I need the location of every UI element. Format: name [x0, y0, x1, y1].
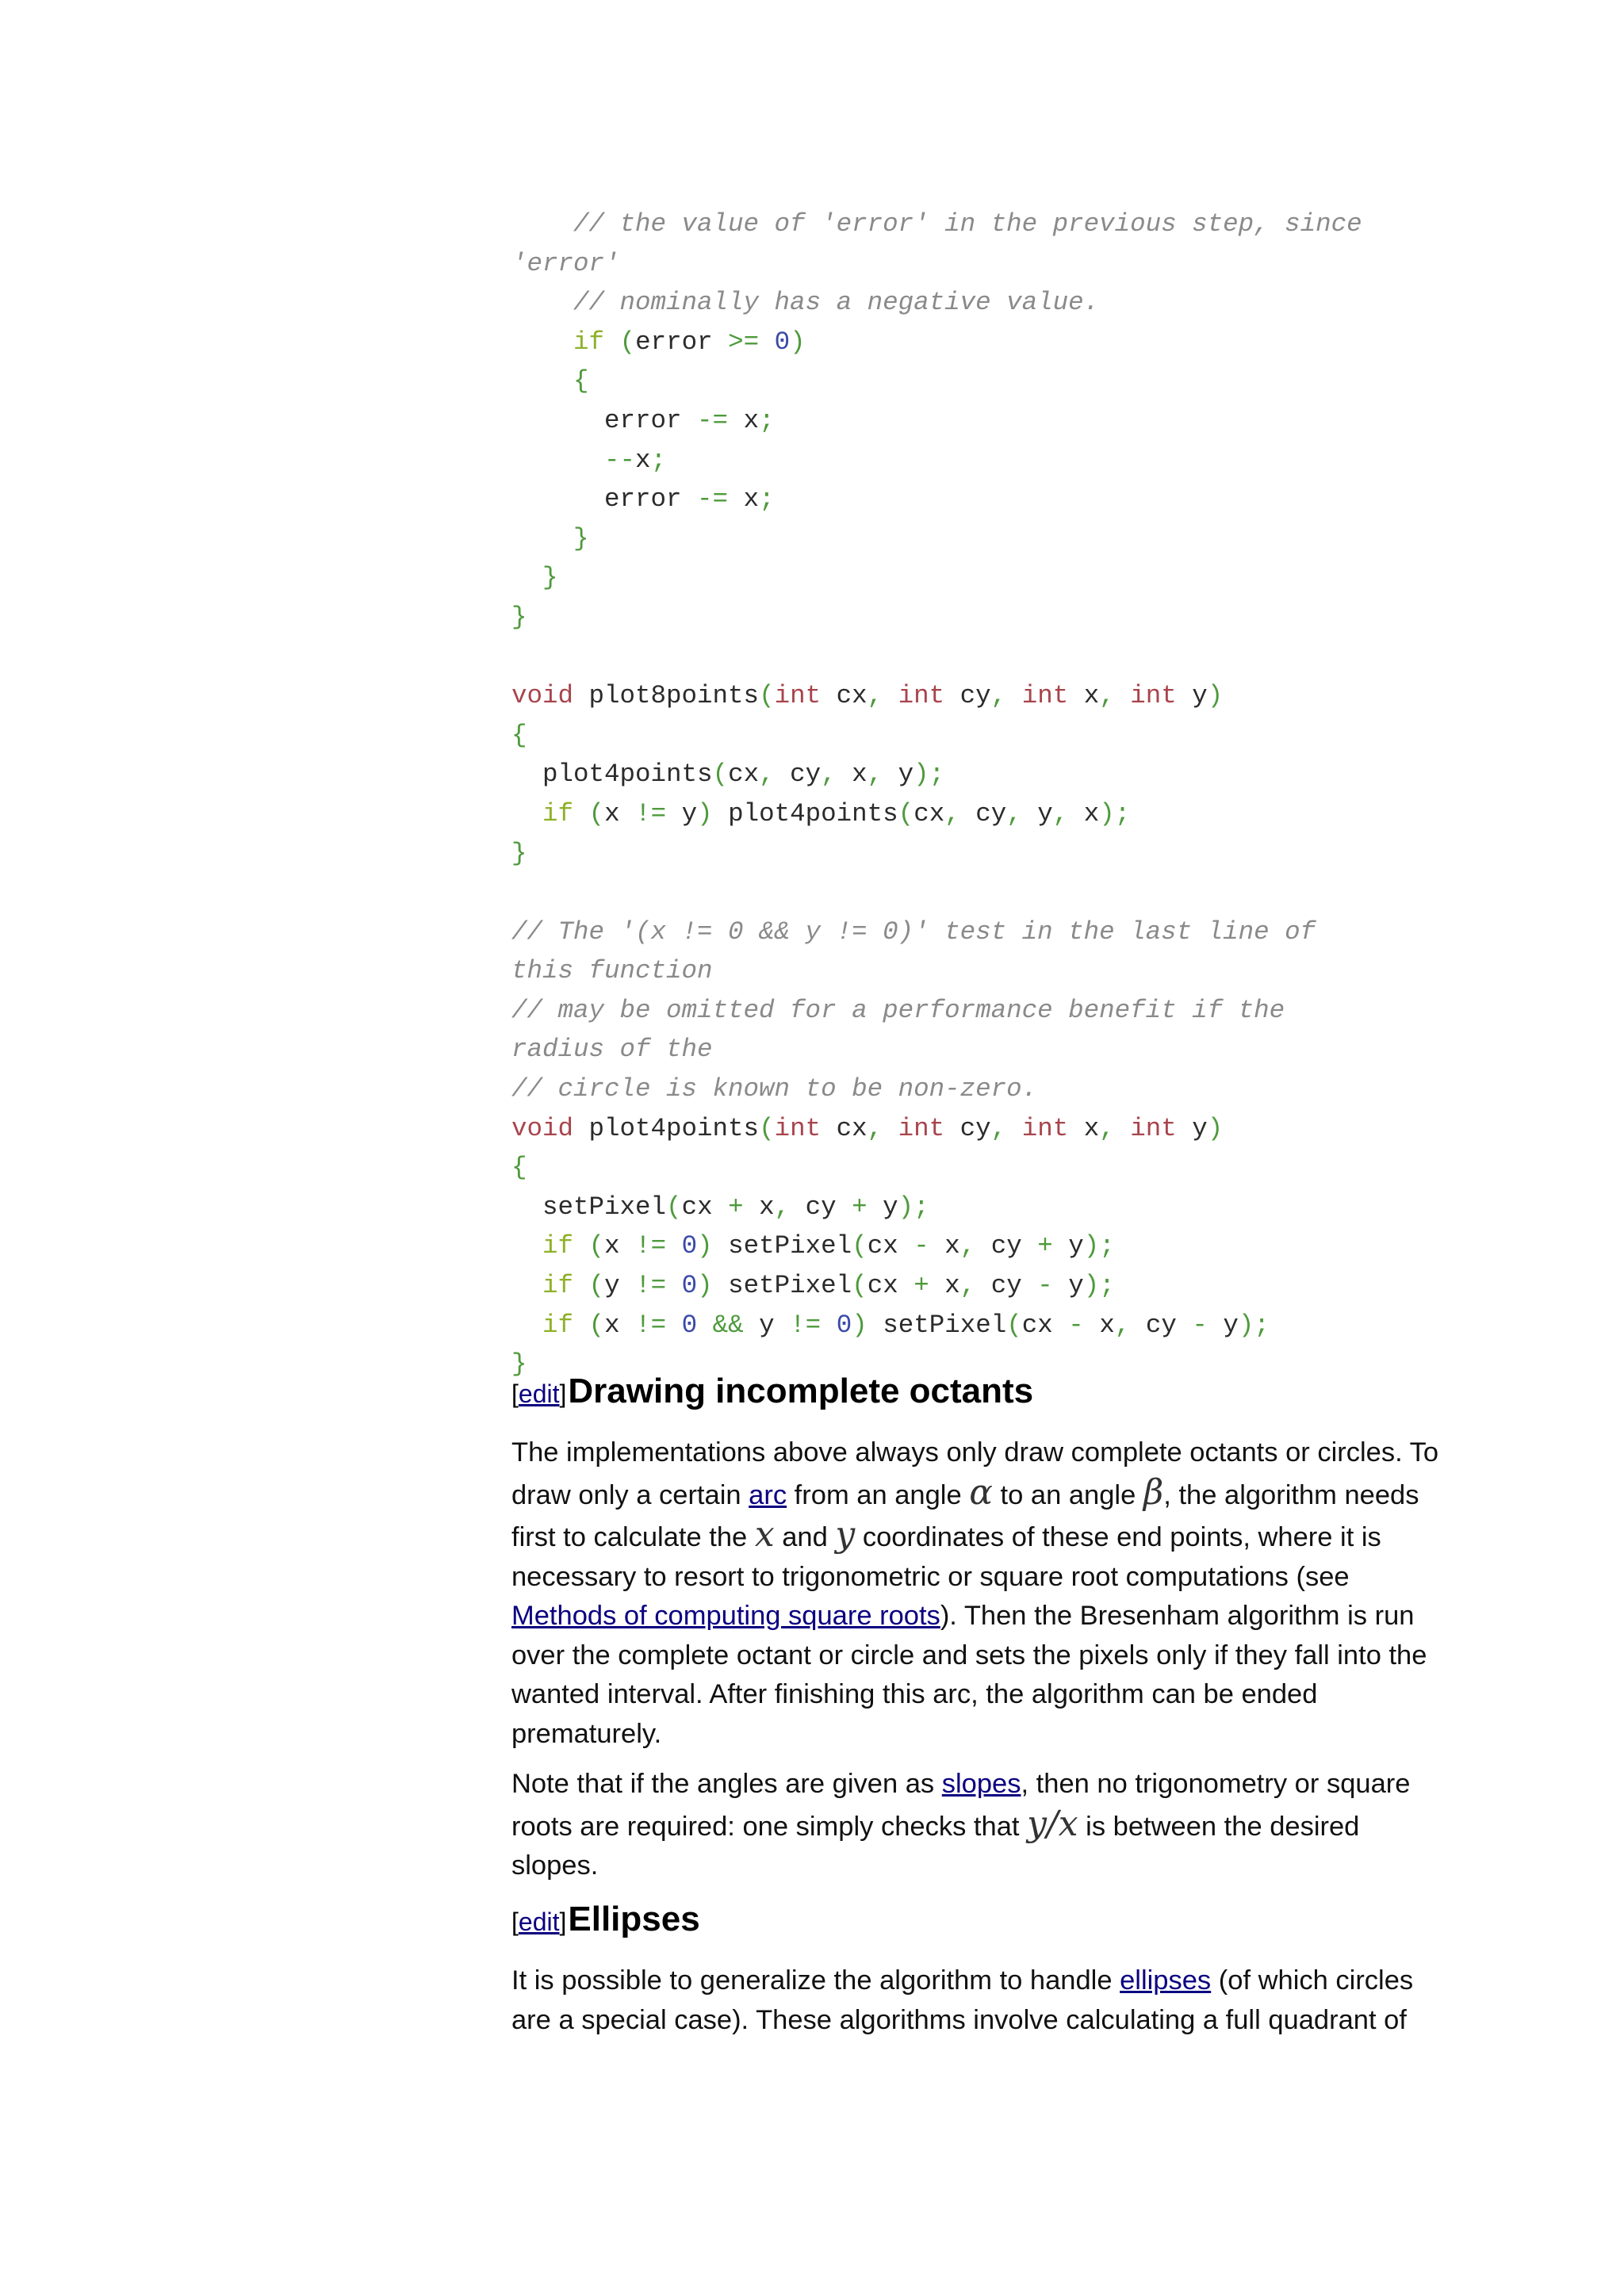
code-token: ;: [759, 484, 775, 515]
link-methods-square-roots[interactable]: Methods of computing square roots: [511, 1601, 940, 1631]
code-token: +: [728, 1192, 744, 1222]
code-line: [511, 873, 1447, 913]
code-line: [511, 401, 1447, 441]
code-line: [511, 951, 1447, 991]
code-line: [511, 441, 1447, 480]
code-token: setPixel: [712, 1231, 852, 1261]
code-token: }: [511, 838, 527, 868]
code-block: [511, 205, 1447, 1384]
paragraph-text: , the algorithm needs first to calculate the: [511, 1479, 1419, 1552]
code-token: error: [511, 405, 698, 435]
code-token: // may be omitted for a performance benefit if the: [511, 995, 1285, 1025]
code-token: // The '(x != 0 && y != 0)' test in the last line of: [511, 916, 1316, 947]
code-token: );: [1099, 798, 1131, 828]
code-token: [573, 1231, 589, 1261]
code-token: x: [743, 1192, 775, 1222]
math-y: y: [835, 1514, 856, 1555]
code-line: [511, 1306, 1447, 1345]
code-token: cx: [821, 1113, 868, 1143]
code-token: plot4points: [511, 760, 713, 790]
code-token: (: [619, 327, 636, 357]
code-token: cx: [867, 1231, 914, 1261]
code-token: if: [542, 1231, 574, 1261]
code-token: cx: [867, 1271, 914, 1301]
code-token: cx: [728, 760, 760, 790]
code-token: +: [852, 1192, 868, 1222]
code-token: y: [1052, 1231, 1084, 1261]
code-token: x: [635, 445, 651, 475]
code-token: [511, 327, 573, 357]
code-line: [511, 991, 1447, 1031]
code-token: );: [898, 1192, 929, 1222]
code-token: // the value of 'error' in the previous step, since: [573, 209, 1362, 239]
code-token: x: [604, 798, 636, 828]
code-token: cy: [944, 1113, 991, 1143]
paragraph-text: coordinates of these end points, where it is necessary to resort to trigonometric or square root computations (see: [511, 1522, 1381, 1592]
edit-link[interactable]: edit: [518, 1380, 560, 1408]
code-token: ;: [650, 445, 667, 475]
code-token: cx: [681, 1192, 729, 1222]
code-token: cy: [944, 681, 991, 711]
code-line: [511, 598, 1447, 637]
code-token: ,: [867, 681, 883, 711]
code-token: [1115, 681, 1131, 710]
code-token: (: [712, 760, 729, 790]
code-token: error: [511, 484, 698, 515]
code-token: cx: [914, 798, 945, 828]
code-token: x: [1068, 798, 1100, 828]
code-token: y: [666, 798, 698, 828]
code-token: [697, 1311, 713, 1340]
code-line: [511, 834, 1447, 874]
code-token: ,: [867, 1113, 883, 1143]
code-token: [511, 1311, 542, 1340]
code-line: [511, 1226, 1447, 1266]
code-token: (: [1006, 1310, 1022, 1340]
code-token: 0: [681, 1310, 698, 1340]
code-line: [511, 1266, 1447, 1306]
code-token: plot4points: [573, 1113, 760, 1143]
code-line: [511, 1188, 1447, 1227]
code-token: --: [604, 445, 636, 475]
code-token: [511, 1271, 542, 1300]
code-token: [511, 366, 573, 396]
code-token: (: [588, 1310, 605, 1340]
code-token: int: [1130, 681, 1177, 711]
code-token: ,: [774, 1192, 791, 1222]
code-token: x: [1068, 1113, 1100, 1143]
code-token: !=: [635, 798, 667, 828]
math-x: x: [754, 1514, 775, 1555]
code-token: cx: [1021, 1310, 1069, 1340]
math-alpha: α: [969, 1471, 993, 1513]
edit-bracket: [: [511, 1908, 519, 1936]
code-token: setPixel: [712, 1271, 852, 1301]
code-token: plot4points: [712, 798, 898, 828]
code-token: ,: [990, 1113, 1007, 1143]
code-token: cy: [975, 1231, 1038, 1261]
code-token: 0: [681, 1231, 698, 1261]
paragraph-octants-1: [511, 1433, 1439, 1754]
link-arc[interactable]: arc: [749, 1479, 787, 1510]
code-token: ,: [1099, 681, 1115, 711]
code-token: cy: [959, 798, 1007, 828]
code-token: [883, 1114, 898, 1143]
code-token: }: [511, 1349, 527, 1380]
code-line: [511, 716, 1447, 756]
code-token: (: [666, 1192, 682, 1222]
section-heading-ellipses: [511, 1900, 700, 1939]
math-beta: β: [1143, 1471, 1164, 1513]
paragraph-text: ). Then the Bresenham algorithm is run over the complete octant or circle and sets the pixels only if they fall into the wanted interval. After finishing this arc, the algorithm can be ended prematurely.: [511, 1601, 1427, 1749]
code-token: [1006, 681, 1022, 710]
code-token: ,: [821, 760, 837, 790]
code-token: [511, 1231, 542, 1261]
code-token: ,: [959, 1271, 976, 1301]
code-token: -: [1068, 1310, 1084, 1340]
code-line: [511, 676, 1447, 716]
code-line: [511, 794, 1447, 834]
code-token: !=: [635, 1310, 667, 1340]
paragraph-text: Note that if the angles are given as: [511, 1769, 942, 1799]
code-line: [511, 244, 1447, 284]
code-token: x: [604, 1231, 636, 1261]
code-token: // circle is known to be non-zero.: [511, 1074, 1038, 1104]
code-token: );: [1238, 1310, 1270, 1340]
code-line: [511, 558, 1447, 598]
code-token: cy: [790, 1192, 852, 1222]
code-token: x: [836, 760, 868, 790]
code-token: y: [1052, 1271, 1084, 1301]
code-token: int: [898, 1113, 945, 1143]
code-token: ,: [1006, 798, 1022, 828]
code-token: int: [1021, 681, 1069, 711]
code-token: [511, 288, 573, 317]
code-token: (: [852, 1231, 868, 1261]
code-token: -: [1037, 1271, 1053, 1301]
code-line: [511, 283, 1447, 323]
code-token: [511, 799, 542, 828]
paragraph-text: from an angle: [787, 1479, 970, 1510]
code-token: [511, 446, 604, 475]
code-token: );: [914, 760, 945, 790]
code-token: {: [511, 720, 527, 750]
code-token: 0: [681, 1271, 698, 1301]
code-token: [573, 799, 589, 828]
code-token: >=: [728, 327, 760, 357]
code-token: [1115, 1114, 1131, 1143]
code-token: y: [867, 1192, 898, 1222]
code-token: if: [542, 798, 574, 828]
code-token: [511, 209, 573, 239]
paragraph-text: The implementations above always only draw complete octants or circles. To draw only a certain: [511, 1437, 1439, 1510]
code-token: }: [573, 523, 589, 553]
code-token: void: [511, 681, 574, 711]
code-line: [511, 1070, 1447, 1109]
code-token: y: [883, 760, 914, 790]
link-ellipses[interactable]: ellipses: [1120, 1965, 1212, 1996]
code-line: [511, 1109, 1447, 1149]
code-token: y: [1207, 1310, 1239, 1340]
code-line: [511, 362, 1447, 401]
code-token: cy: [975, 1271, 1038, 1301]
code-token: x: [728, 405, 760, 435]
code-token: [821, 1311, 837, 1340]
code-token: [666, 1311, 682, 1340]
code-token: x: [604, 1310, 636, 1340]
code-token: ,: [1114, 1310, 1131, 1340]
code-token: x: [728, 484, 760, 515]
code-token: -=: [697, 484, 729, 515]
code-token: int: [1130, 1113, 1177, 1143]
code-line: [511, 1030, 1447, 1070]
code-line: [511, 480, 1447, 519]
code-token: 'error': [511, 248, 620, 278]
paragraph-text: It is possible to generalize the algorithm to handle: [511, 1965, 1120, 1996]
paragraph-text: , then no trigonometry or square roots are required: one simply checks that: [511, 1769, 1411, 1842]
code-line: [511, 637, 1447, 677]
code-token: ): [697, 1271, 713, 1301]
code-token: !=: [790, 1310, 822, 1340]
code-token: [573, 1271, 589, 1300]
code-token: ): [1207, 1113, 1224, 1143]
code-token: ,: [867, 760, 883, 790]
code-token: {: [511, 1153, 527, 1183]
paragraph-octants-2: [511, 1765, 1439, 1886]
section-heading-octants: [511, 1372, 1033, 1411]
code-token: int: [898, 681, 945, 711]
edit-bracket: ]: [559, 1380, 567, 1408]
code-token: setPixel: [867, 1310, 1007, 1340]
code-token: void: [511, 1113, 574, 1143]
code-token: }: [511, 602, 527, 632]
code-token: x: [929, 1271, 960, 1301]
code-token: cx: [821, 681, 868, 711]
code-token: ;: [759, 405, 775, 435]
code-token: // nominally has a negative value.: [573, 288, 1100, 318]
code-token: (: [852, 1271, 868, 1301]
code-token: (: [588, 1271, 605, 1301]
code-token: ): [697, 798, 713, 828]
code-token: (: [898, 798, 914, 828]
paragraph-text: to an angle: [992, 1479, 1143, 1510]
code-token: y: [1176, 681, 1208, 711]
math-y-over-x: y/x: [1027, 1803, 1078, 1844]
code-token: x: [1083, 1310, 1115, 1340]
code-token: y: [1176, 1113, 1208, 1143]
code-token: (: [588, 798, 605, 828]
code-token: +: [1037, 1231, 1053, 1261]
code-token: [666, 1231, 682, 1261]
code-token: ,: [759, 760, 775, 790]
code-token: if: [573, 327, 605, 357]
code-token: [511, 524, 573, 553]
code-token: [573, 1311, 589, 1340]
code-token: );: [1083, 1231, 1115, 1261]
code-token: [511, 563, 542, 592]
code-token: ,: [990, 681, 1007, 711]
paragraph-text: and: [774, 1522, 836, 1552]
code-token: -: [914, 1231, 929, 1261]
code-token: y: [1021, 798, 1053, 828]
paragraph-text: (of which circles are a special case). These algorithms involve calculating a full quadrant of: [511, 1965, 1414, 2035]
code-token: -: [1192, 1310, 1208, 1340]
edit-bracket: ]: [559, 1908, 567, 1936]
code-token: y: [604, 1271, 636, 1301]
section-title: Drawing incomplete octants: [568, 1372, 1034, 1410]
code-token: if: [542, 1310, 574, 1340]
code-token: radius of the: [511, 1035, 713, 1065]
code-token: int: [774, 681, 822, 711]
code-token: y: [743, 1310, 791, 1340]
code-token: plot8points: [573, 681, 760, 711]
code-token: ): [1207, 681, 1224, 711]
code-line: [511, 913, 1447, 952]
code-token: (: [759, 1113, 775, 1143]
code-line: [511, 205, 1447, 244]
code-token: cy: [1130, 1310, 1193, 1340]
section-title: Ellipses: [568, 1900, 700, 1938]
code-token: 0: [774, 327, 791, 357]
code-line: [511, 323, 1447, 362]
code-token: x: [1068, 681, 1100, 711]
code-token: ,: [1099, 1113, 1115, 1143]
code-token: x: [929, 1231, 960, 1261]
paragraph-text: is between the desired slopes.: [511, 1811, 1360, 1881]
code-token: [759, 327, 775, 357]
code-line: [511, 755, 1447, 794]
code-token: error: [635, 327, 729, 357]
code-line: [511, 519, 1447, 559]
code-token: ,: [1052, 798, 1069, 828]
code-token: (: [588, 1231, 605, 1261]
code-token: (: [759, 681, 775, 711]
code-token: ): [790, 327, 806, 357]
code-token: ,: [944, 798, 960, 828]
code-token: ,: [959, 1231, 976, 1261]
link-slopes[interactable]: slopes: [941, 1769, 1021, 1799]
code-token: {: [573, 366, 589, 396]
code-token: ): [697, 1231, 713, 1261]
code-token: [1006, 1114, 1022, 1143]
code-token: 0: [836, 1310, 852, 1340]
code-token: int: [1021, 1113, 1069, 1143]
code-token: );: [1083, 1271, 1115, 1301]
code-token: setPixel: [511, 1192, 667, 1222]
code-token: [666, 1271, 682, 1300]
code-token: !=: [635, 1271, 667, 1301]
code-token: !=: [635, 1231, 667, 1261]
code-token: int: [774, 1113, 822, 1143]
code-token: cy: [774, 760, 822, 790]
code-token: ): [852, 1310, 868, 1340]
code-token: +: [914, 1271, 929, 1301]
code-token: if: [542, 1271, 574, 1301]
code-token: this function: [511, 956, 713, 986]
code-token: [883, 681, 898, 710]
code-line: [511, 1148, 1447, 1188]
code-token: [604, 327, 620, 357]
edit-link[interactable]: edit: [518, 1908, 560, 1936]
code-token: }: [542, 563, 558, 593]
paragraph-ellipses-1: [511, 1961, 1439, 2040]
code-token: &&: [712, 1310, 744, 1340]
edit-bracket: [: [511, 1380, 519, 1408]
code-token: -=: [697, 405, 729, 435]
